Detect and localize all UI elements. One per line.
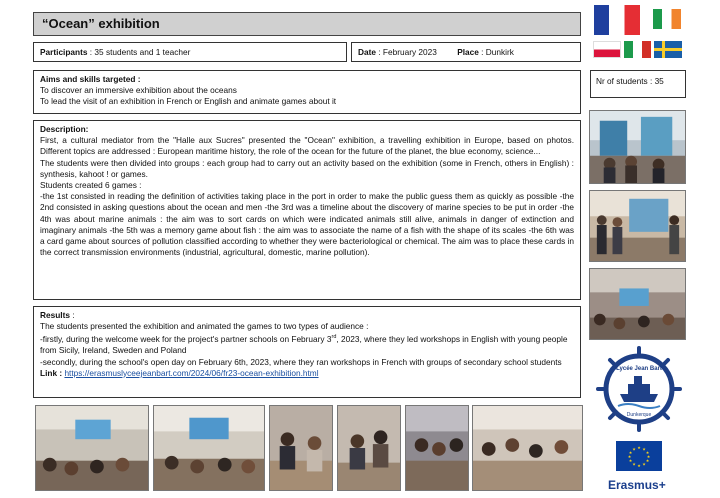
results-sup: rd xyxy=(331,334,337,341)
svg-text:★: ★ xyxy=(628,458,633,463)
place-value: : Dunkirk xyxy=(478,47,514,57)
classroom-photo xyxy=(35,405,149,491)
svg-text:★: ★ xyxy=(637,463,641,468)
sweden-flag-icon xyxy=(654,41,682,58)
description-paragraph: -the 1st consisted in reading the definition of activities taking place in the port in order to make the public guess them as quickly as possible -the 2nd consisted in asking questions about the ocean and men -the 3rd was a timeline about the discovery of marine species to be put in order -the 4th was about marine animals : the aim was to sort cards on which were indicated animals still alive, animals in danger of extinction and imaginary animals -the 5th was a memory game about fish : the aim was to associate the name of a fish with the shape of its scales -the 6th was a card game about sources of pollution classified according to whether they were bacteriological or chemical. The aim was to place these cards in the correct transmission environments (industrial, agricultural, domestic, marine pollution). xyxy=(40,191,574,258)
results-line: -secondly, during the school's open day on February 6th, 2023, where they ran workshops in French with groups of secondary school students xyxy=(40,356,562,367)
logo-text-bottom: Dunkerque xyxy=(626,412,652,418)
results-heading: Results xyxy=(40,310,70,320)
results-heading-suffix: : xyxy=(69,310,75,320)
classroom-photo xyxy=(405,405,469,491)
svg-text:★: ★ xyxy=(632,461,636,467)
classroom-photo xyxy=(472,405,583,491)
place-label: Place xyxy=(457,47,479,57)
erasmus-plus-label: Erasmus+ xyxy=(608,478,666,492)
svg-text:★: ★ xyxy=(642,446,646,452)
title-bar xyxy=(33,12,581,36)
results-box xyxy=(33,306,581,398)
description-paragraph: The students were then divided into groups : each group had to carry out an activity based on the exhibition (some in French, others in English) : synthesis, kahoot ! or games. xyxy=(40,157,574,179)
svg-text:★: ★ xyxy=(637,445,641,450)
results-line: , 2023, where they led workshops in English with young people from Sicily, Ireland, Sweden and Poland xyxy=(40,334,568,356)
date-label: Date xyxy=(358,47,376,57)
exhibition-photo xyxy=(589,110,686,184)
nr-students-text: Nr of students : 35 xyxy=(596,76,664,86)
italy-flag-icon xyxy=(624,41,651,58)
svg-text:★: ★ xyxy=(628,450,633,455)
aims-box xyxy=(33,70,581,114)
exhibition-photo xyxy=(589,190,686,262)
date-place-box xyxy=(351,42,581,62)
exhibition-photo xyxy=(589,268,686,340)
eu-flag-icon xyxy=(616,441,662,471)
aims-line: To lead the visit of an exhibition in French or English and animate games about it xyxy=(40,96,337,106)
description-paragraph: Students created 6 games : xyxy=(40,180,142,191)
description-box xyxy=(33,120,581,300)
svg-text:★: ★ xyxy=(642,461,646,467)
poland-flag-icon xyxy=(593,41,621,58)
svg-text:★: ★ xyxy=(645,450,650,455)
svg-text:★: ★ xyxy=(645,458,650,463)
page-title: “Ocean” exhibition xyxy=(42,16,160,31)
results-line: -firstly, during the welcome week for the project's partner schools on February 3 xyxy=(40,334,332,345)
participants-box xyxy=(33,42,347,62)
aims-line: To discover an immersive exhibition about the oceans xyxy=(40,85,237,95)
date-value: : February 2023 xyxy=(375,47,437,57)
classroom-photo xyxy=(269,405,333,491)
participants-label: Participants xyxy=(40,47,88,57)
nr-students-box xyxy=(590,70,686,98)
aims-heading: Aims and skills targeted : xyxy=(40,74,141,84)
france-flag-icon xyxy=(594,5,640,35)
classroom-photo xyxy=(337,405,401,491)
classroom-photo xyxy=(153,405,265,491)
description-heading: Description: xyxy=(40,124,89,134)
results-line: The students presented the exhibition and animated the games to two types of audience : xyxy=(40,321,369,332)
svg-text:★: ★ xyxy=(646,454,651,459)
logo-text-top: Lycée Jean Bart xyxy=(616,366,662,372)
participants-value: : 35 students and 1 teacher xyxy=(87,47,191,57)
school-logo-icon xyxy=(596,346,682,432)
description-paragraph: First, a cultural mediator from the "Halle aux Sucres" presented the "Ocean" exhibition, a travelling exhibition in Europe, based on photos. Different topics are addressed : European maritime history, the role of the ocean for the future of the planet, the blue economy, science... xyxy=(40,135,574,157)
exhibition-link[interactable]: https://erasmuslyceejeanbart.com/2024/06/fr23-ocean-exhibition.html xyxy=(64,367,319,378)
svg-text:★: ★ xyxy=(632,446,636,452)
ireland-flag-icon xyxy=(653,9,681,29)
svg-text:★: ★ xyxy=(627,454,632,459)
link-label: Link : xyxy=(40,367,65,378)
